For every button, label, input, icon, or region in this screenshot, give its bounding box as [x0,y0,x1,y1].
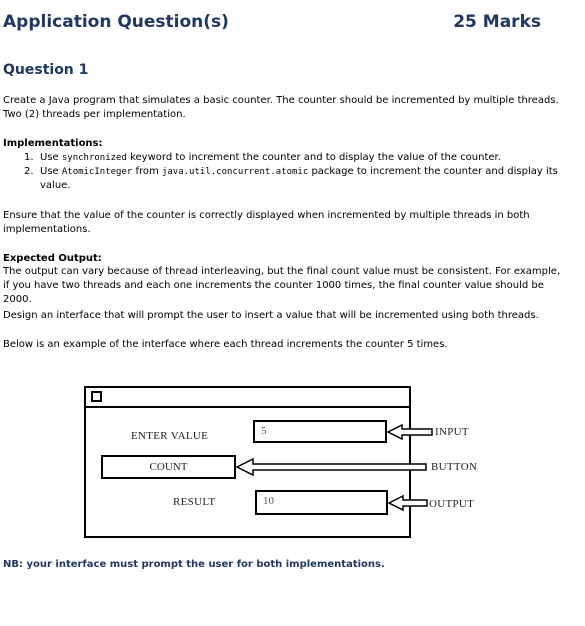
code-atomicinteger: AtomicInteger [61,167,133,177]
question-title: Question 1 [3,62,89,78]
question-intro: Create a Java program that simulates a basic counter. The counter should be incremented by multiple threads. Two (2) threads per implementation. [3,95,559,120]
result-output: 10 [255,490,388,515]
output-arrow [389,496,427,510]
ensure-paragraph: Ensure that the value of the counter is correctly displayed when incremented by multiple threads in both implementations. [3,210,530,235]
output-tag: OUTPUT [429,498,475,510]
implementations-heading: Implementations: [3,138,103,149]
expected-output-text: The output can vary because of thread interleaving, but the final count value must be consistent. For example, if you have two threads and each one increments the counter 1000 times, the final counter value should be 2000. [3,266,561,305]
section-title: Application Question(s) [3,12,229,32]
input-tag: INPUT [435,426,469,438]
design-paragraph: Design an interface that will prompt the user to insert a value that will be incremented using both threads. [3,310,539,321]
enter-value-label: ENTER VALUE [131,430,209,442]
button-tag: BUTTON [431,461,478,473]
value-input[interactable]: 5 [253,420,387,443]
count-button[interactable]: COUNT [101,455,236,479]
code-package: java.util.concurrent.atomic [161,167,309,177]
result-label: RESULT [173,496,216,508]
button-arrow [237,459,426,475]
list-item: 2. Use AtomicInteger from java.util.concurrent.atomic package to increment the counter and display its value. [24,166,558,191]
expected-output-heading: Expected Output: [3,253,102,264]
example-paragraph: Below is an example of the interface where each thread increments the counter 5 times. [3,339,448,350]
code-synchronized: synchronized [61,153,127,163]
nb-note: NB: your interface must prompt the user for both implementations. [3,559,385,570]
list-item: 1. Use synchronized keyword to increment the counter and to display the value of the counter. [24,152,501,163]
input-arrow [388,425,432,439]
marks-label: 25 Marks [453,12,541,32]
